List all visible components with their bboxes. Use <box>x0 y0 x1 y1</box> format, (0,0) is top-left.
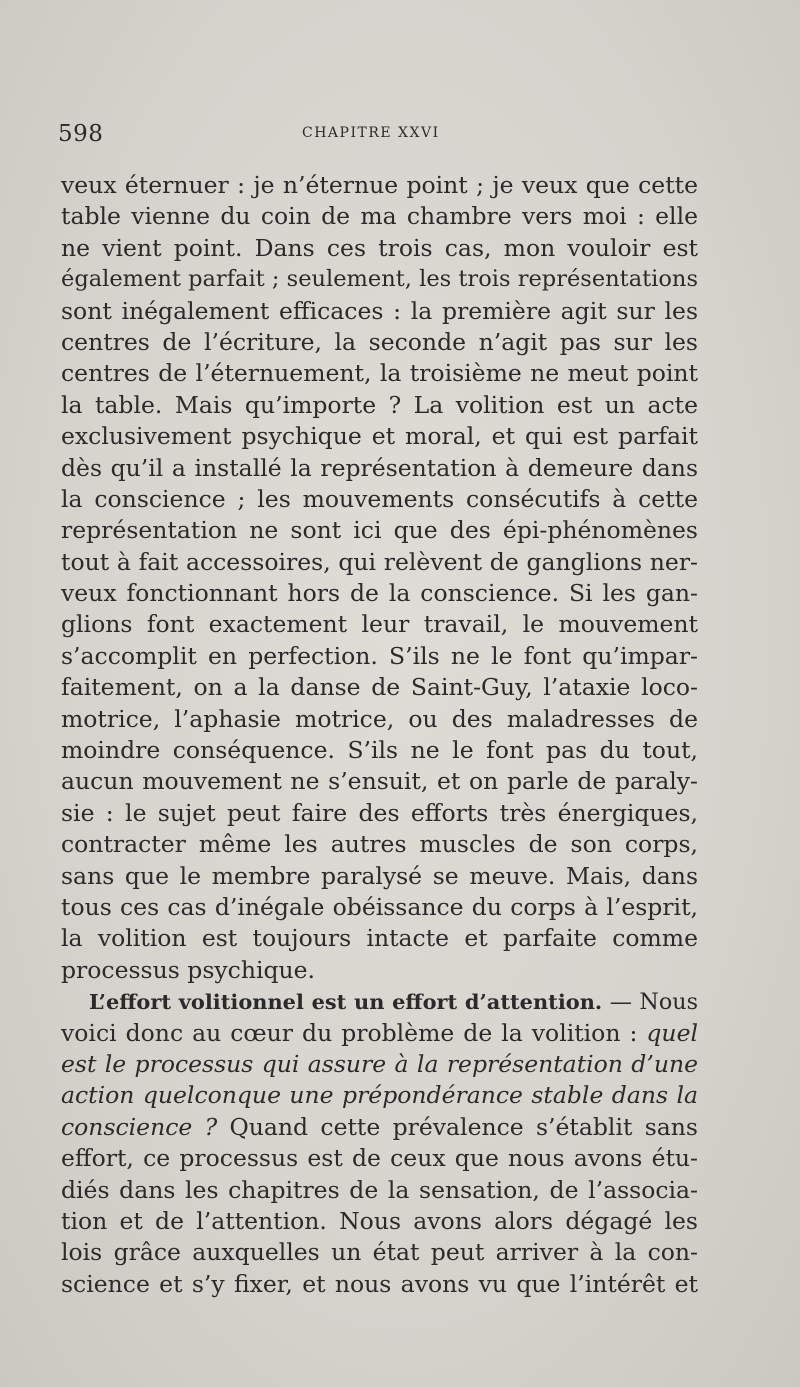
text-line <box>61 1080 698 1111</box>
text-line: ne vient point. Dans ces trois cas, mon vouloir est <box>61 233 698 262</box>
running-head: CHAPITRE XXVI <box>302 125 440 141</box>
text-line: effort, ce processus est de ceux que nous avons étu- <box>61 1144 698 1173</box>
text-line: diés dans les chapitres de la sensation, de l’associa- <box>61 1175 698 1204</box>
text-line: faitement, on a la danse de Saint-Guy, l’ataxie loco- <box>61 673 698 702</box>
text-line: également parfait ; seulement, les trois représentations <box>61 266 698 293</box>
section-heading: L’effort volitionnel est un effort d’attention. <box>89 989 603 1015</box>
text-line: la conscience ; les mouvements consécutifs à cette <box>61 484 698 513</box>
text-line: veux fonctionnant hors de la conscience. Si les gan- <box>61 579 698 608</box>
text-line: science et s’y fixer, et nous avons vu que l’intérêt et <box>61 1269 698 1298</box>
text-line: motrice, l’aphasie motrice, ou des maladresses de <box>61 704 698 733</box>
text-line: sans que le membre paralysé se meuve. Mais, dans <box>61 861 698 890</box>
italic-span: conscience ? <box>61 1112 218 1141</box>
text-line: contracter même les autres muscles de son corps, <box>61 830 698 859</box>
text-line: exclusivement psychique et moral, et qui est parfait <box>61 422 698 451</box>
italic-span: action quelconque une prépondérance stable dans la <box>61 1081 698 1110</box>
text-line: tous ces cas d’inégale obéissance du corps à l’esprit, <box>61 892 698 921</box>
text-line: s’accomplit en perfection. S’ils ne le font qu’impar- <box>61 641 698 670</box>
text-line: la table. Mais qu’importe ? La volition est un acte <box>61 390 698 419</box>
page-body <box>61 170 698 1300</box>
text-line <box>61 1049 698 1080</box>
text-line: glions font exactement leur travail, le mouvement <box>61 610 698 639</box>
text-line: table vienne du coin de ma chambre vers moi : elle <box>61 202 698 231</box>
text-line: centres de l’éternuement, la troisième ne meut point <box>61 359 698 388</box>
text-line <box>61 1018 698 1049</box>
text-line: la volition est toujours intacte et parfaite comme <box>61 924 698 953</box>
text-line: aucun mouvement ne s’ensuit, et on parle de paraly- <box>61 767 698 796</box>
text-line: tion et de l’attention. Nous avons alors dégagé les <box>61 1206 698 1235</box>
italic-span: quel <box>646 1018 698 1047</box>
page-number: 598 <box>58 121 104 147</box>
text-line: moindre conséquence. S’ils ne le font pas du tout, <box>61 736 698 765</box>
section-heading-line <box>61 986 698 1017</box>
text-span: voici donc au cœur du problème de la volition : <box>61 1018 647 1047</box>
text-line <box>61 1112 698 1143</box>
page-header <box>58 121 698 151</box>
text-line: lois grâce auxquelles un état peut arriver à la con- <box>61 1238 698 1267</box>
section-heading-tail: — Nous <box>602 989 698 1016</box>
text-line: veux éternuer : je n’éternue point ; je veux que cette <box>61 171 698 199</box>
text-line: sont inégalement efficaces : la première agit sur les <box>61 296 698 325</box>
text-span: Quand cette prévalence s’établit sans <box>217 1112 698 1141</box>
text-line: représentation ne sont ici que des épi-phénomènes <box>61 516 698 545</box>
text-line: processus psychique. <box>61 955 316 984</box>
text-line: dès qu’il a installé la représentation à demeure dans <box>61 453 698 482</box>
text-line: sie : le sujet peut faire des efforts très énergiques, <box>61 798 698 827</box>
text-line: tout à fait accessoires, qui relèvent de ganglions ner- <box>61 547 698 576</box>
text-line: centres de l’écriture, la seconde n’agit pas sur les <box>61 327 698 356</box>
italic-span: est le processus qui assure à la représentation d’une <box>61 1049 698 1078</box>
